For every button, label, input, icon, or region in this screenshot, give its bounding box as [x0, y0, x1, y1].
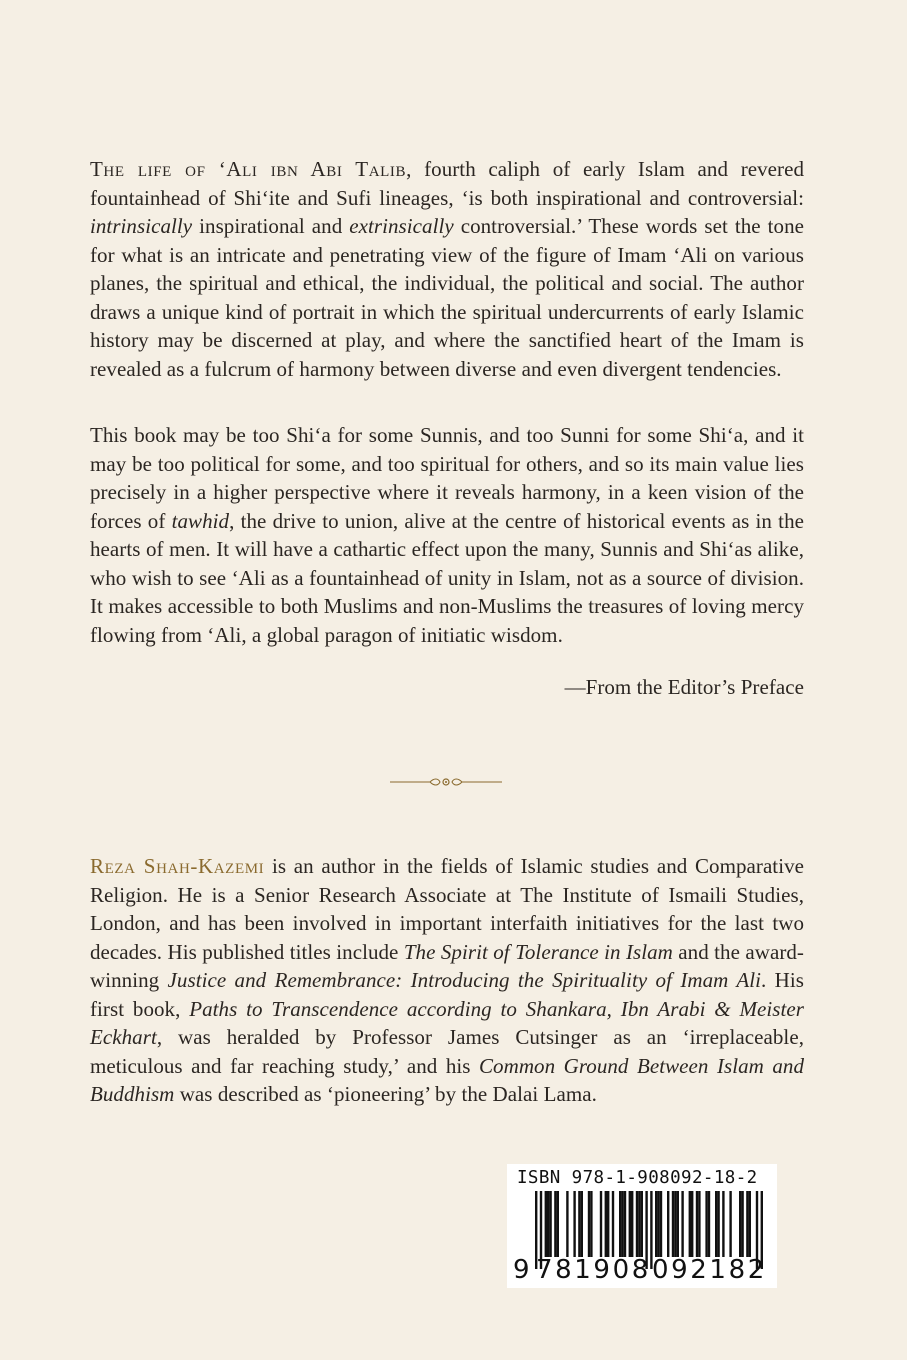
blurb-text: controversial.’ These words set the tone for what is an intricate and penetrating view of the figure of Imam ‘Ali on various planes, the spiritual and ethical, the individual, the political and social. The author draws a unique kind of portrait in which the spiritual undercurrents of early Islamic history may be discerned at play, and where the sanctified heart of the Imam is revealed as a fulcrum of harmony between diverse and even divergent tendencies.	[90, 214, 804, 381]
barcode-bar	[672, 1191, 674, 1257]
blurb-text: , the drive to union, alive at the centre of historical events as in the hearts of men. It will have a cathartic effect upon the many, Sunnis and Shi‘as alike, who wish to see ‘Ali as a fountainhead of unity in Islam, not as a source of division. It makes accessible to both Muslims and non-Muslims the treasures of loving mercy flowing from ‘Ali, a global paragon of initiatic wisdom.	[90, 508, 804, 647]
barcode-bar	[624, 1191, 626, 1257]
barcode-bar	[705, 1191, 707, 1257]
author-bio	[90, 852, 804, 1109]
barcode-bar	[708, 1191, 710, 1257]
blurb-attribution: —From the Editor’s Preface	[564, 675, 804, 699]
blurb-text: inspirational and	[192, 214, 350, 238]
blurb-emphasis: extrinsically	[349, 214, 454, 238]
barcode-bar	[607, 1191, 609, 1257]
bio-text: , was heralded by Professor James Cutsinger as an ‘irreplaceable, meticulous and far reaching study,’ and his	[90, 1025, 804, 1078]
barcode-bar	[600, 1191, 602, 1257]
ornament-divider-icon	[390, 776, 502, 788]
barcode-bar	[641, 1191, 643, 1257]
barcode-bar	[557, 1191, 559, 1257]
barcode-bar	[722, 1191, 724, 1257]
barcode-bar	[549, 1191, 551, 1257]
barcode-bar	[739, 1191, 741, 1257]
barcode-bar	[691, 1191, 693, 1257]
barcode-bar	[554, 1191, 556, 1257]
barcode-bar	[667, 1191, 669, 1257]
barcode-digits-right: 092182	[652, 1255, 767, 1285]
barcode-bar	[674, 1191, 676, 1257]
blurb-paragraph-1	[90, 155, 804, 383]
barcode-bar	[619, 1191, 621, 1257]
barcode-bar	[660, 1191, 662, 1257]
barcode-bar	[588, 1191, 590, 1257]
barcode-bar	[636, 1191, 638, 1257]
barcode-bar	[655, 1191, 657, 1257]
barcode-bar	[715, 1191, 717, 1257]
barcode-bar	[746, 1191, 748, 1257]
barcode-bar	[545, 1191, 547, 1257]
bio-text: . His first book,	[90, 968, 804, 1021]
bio-text: is an author in the fields of Islamic studies and Comparative Religion. He is a Senior Research Associate at The Institute of Ismaili Studies, London, and has been involved in important interfaith initiatives for the last two decades. His published titles include	[90, 854, 804, 964]
isbn-barcode	[507, 1164, 777, 1288]
barcode-bar	[605, 1191, 607, 1257]
barcode-bar	[612, 1191, 614, 1257]
book-title: Paths to Transcendence according to Shankara, Ibn Arabi & Meister Eckhart	[90, 996, 804, 1049]
barcode-bar	[657, 1191, 659, 1257]
barcode-digits	[507, 1255, 777, 1285]
book-title: Common Ground Between Islam and Buddhism	[90, 1053, 804, 1106]
blurb-text: , fourth caliph of early Islam and revered fountainhead of Shi‘ite and Sufi lineages, ‘is both inspirational and controversial:	[90, 157, 804, 210]
author-name: Reza Shah-Kazemi	[90, 854, 265, 878]
barcode-bar	[698, 1191, 700, 1257]
barcode-bar	[621, 1191, 623, 1257]
barcode-bar	[749, 1191, 751, 1257]
bio-text: and the award-winning	[90, 939, 804, 992]
barcode-bar	[547, 1191, 549, 1257]
blurb-emphasis: tawhid	[171, 508, 230, 533]
bio-text: was described as ‘pioneering’ by the Dalai Lama.	[174, 1082, 597, 1106]
barcode-bar	[696, 1191, 698, 1257]
blurb-lead: The life of	[90, 157, 206, 181]
barcode-bar	[677, 1191, 679, 1257]
book-title: The Spirit of Tolerance in Islam	[403, 939, 673, 964]
barcode-bar	[631, 1191, 633, 1257]
barcode-bar	[581, 1191, 583, 1257]
barcode-bar	[578, 1191, 580, 1257]
book-title: Justice and Remembrance: Introducing the Spirituality of Imam Ali	[167, 968, 762, 992]
barcode-bar	[681, 1191, 683, 1257]
blurb-paragraph-2	[90, 421, 804, 649]
barcode-bar	[629, 1191, 631, 1257]
barcode-bar	[638, 1191, 640, 1257]
barcode-digits-left: 781908	[536, 1255, 651, 1285]
barcode-bar	[573, 1191, 575, 1257]
isbn-label: ISBN 978-1-908092-18-2	[517, 1168, 758, 1188]
barcode-bar	[689, 1191, 691, 1257]
barcode-bar	[729, 1191, 731, 1257]
barcode-digit-first: 9	[513, 1255, 530, 1285]
blurb-lead-name: ‘Ali ibn Abi Talib	[205, 157, 407, 181]
barcode-bar	[590, 1191, 592, 1257]
barcode-bar	[717, 1191, 719, 1257]
blurb-text: This book may be too Shi‘a for some Sunnis, and too Sunni for some Shi‘a, and it may be too political for some, and too spiritual for others, and so its main value lies precisely in a higher perspective where it reveals harmony, in a keen vision of the forces of	[90, 423, 804, 533]
barcode-bar	[741, 1191, 743, 1257]
blurb-emphasis: intrinsically	[90, 214, 193, 238]
barcode-bar	[566, 1191, 568, 1257]
